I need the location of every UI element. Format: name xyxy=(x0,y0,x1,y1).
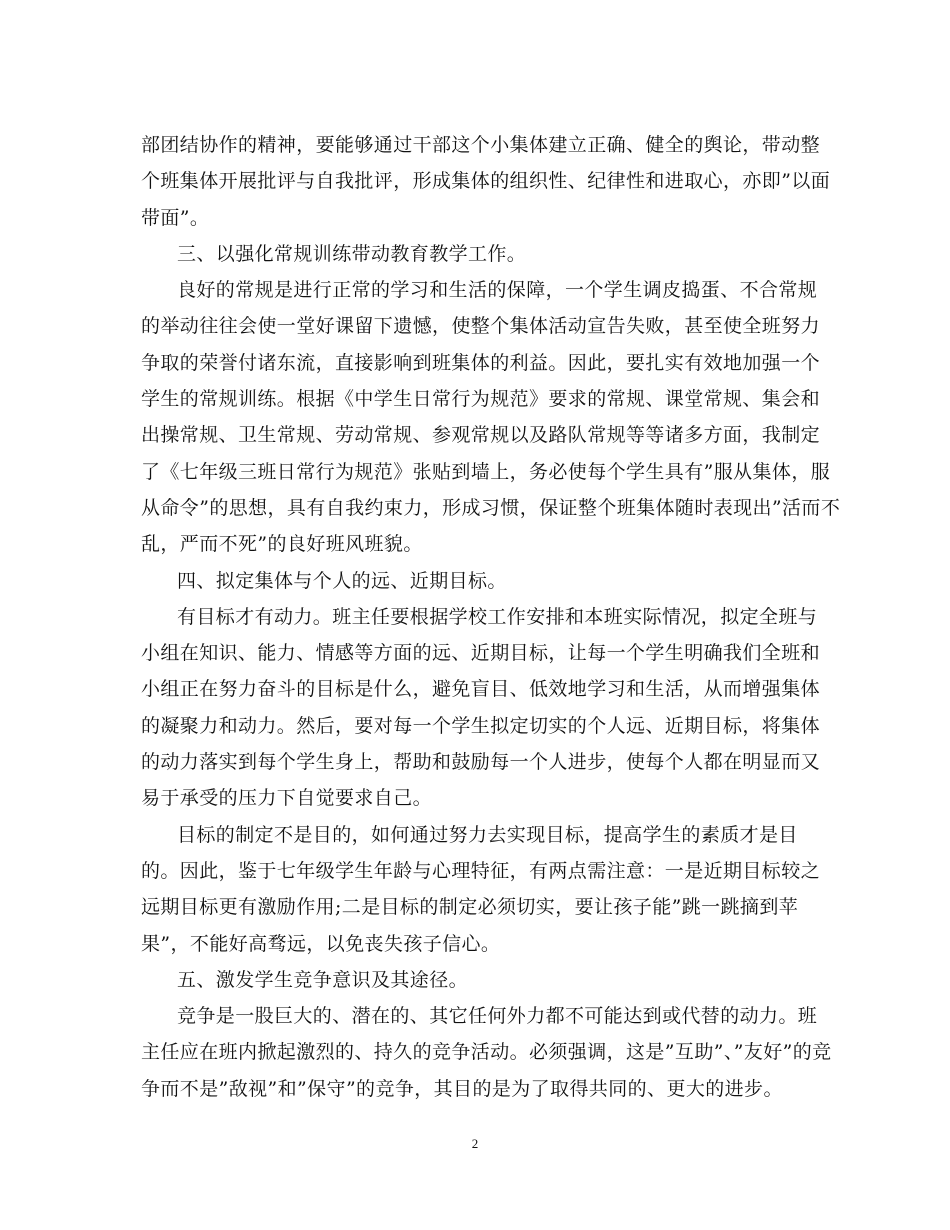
paragraph-line: 主任应在班内掀起激烈的、持久的竞争活动。必须强调，这是”互助”、”友好”的竞 xyxy=(141,1041,832,1064)
page-number: 2 xyxy=(471,1136,479,1151)
paragraph-line: 小组正在努力奋斗的目标是什么，避免盲目、低效地学习和生活，从而增强集体 xyxy=(141,678,821,701)
paragraph-line: 的凝聚力和动力。然后，要对每一个学生拟定切实的个人远、近期目标，将集体 xyxy=(141,714,821,737)
paragraph-line: 个班集体开展批评与自我批评，形成集体的组织性、纪律性和进取心，亦即”以面 xyxy=(141,170,831,193)
paragraph-line: 从命令”的思想，具有自我约束力，形成习惯，保证整个班集体随时表现出”活而不 xyxy=(141,496,841,519)
paragraph-first-line: 良好的常规是进行正常的学习和生活的保障，一个学生调皮捣蛋、不合常规 xyxy=(177,279,818,302)
paragraph-line: 的。因此，鉴于七年级学生年龄与心理特征，有两点需注意：一是近期目标较之 xyxy=(141,859,821,882)
paragraph-first-line: 三、以强化常规训练带动教育教学工作。 xyxy=(177,242,527,265)
paragraph-first-line: 五、激发学生竞争意识及其途径。 xyxy=(177,968,469,991)
paragraph-line: 争而不是”敌视”和”保守”的竞争，其目的是为了取得共同的、更大的进步。 xyxy=(141,1077,783,1100)
paragraph-first-line: 四、拟定集体与个人的远、近期目标。 xyxy=(177,569,507,592)
paragraph-line: 乱，严而不死”的良好班风班貌。 xyxy=(141,533,423,556)
paragraph-first-line: 竞争是一股巨大的、潜在的、其它任何外力都不可能达到或代替的动力。班 xyxy=(177,1005,818,1028)
paragraph-line: 远期目标更有激励作用;二是目标的制定必须切实，要让孩子能”跳一跳摘到苹 xyxy=(141,896,799,919)
paragraph-line: 带面”。 xyxy=(141,206,210,229)
paragraph-line: 果”，不能好高骛远，以免丧失孩子信心。 xyxy=(141,932,501,955)
document-body xyxy=(141,127,841,1107)
paragraph-line: 出操常规、卫生常规、劳动常规、参观常规以及路队常规等等诸多方面，我制定 xyxy=(141,424,821,447)
paragraph-line: 的动力落实到每个学生身上，帮助和鼓励每一个人进步，使每个人都在明显而又 xyxy=(141,751,821,774)
paragraph-line: 的举动往往会使一堂好课留下遗憾，使整个集体活动宣告失败，甚至使全班努力 xyxy=(141,315,821,338)
paragraph-line: 学生的常规训练。根据《中学生日常行为规范》要求的常规、课堂常规、集会和 xyxy=(141,388,821,411)
paragraph-first-line: 目标的制定不是目的，如何通过努力去实现目标，提高学生的素质才是目 xyxy=(177,823,798,846)
paragraph-line: 易于承受的压力下自觉要求自己。 xyxy=(141,787,433,810)
paragraph-line: 争取的荣誉付诸东流，直接影响到班集体的利益。因此，要扎实有效地加强一个 xyxy=(141,351,821,374)
paragraph-line: 了《七年级三班日常行为规范》张贴到墙上，务必使每个学生具有”服从集体，服 xyxy=(141,460,831,483)
paragraph-line: 部团结协作的精神，要能够通过干部这个小集体建立正确、健全的舆论，带动整 xyxy=(141,134,821,156)
paragraph-line: 小组在知识、能力、情感等方面的远、近期目标，让每一个学生明确我们全班和 xyxy=(141,642,821,665)
paragraph-first-line: 有目标才有动力。班主任要根据学校工作安排和本班实际情况，拟定全班与 xyxy=(177,605,818,628)
